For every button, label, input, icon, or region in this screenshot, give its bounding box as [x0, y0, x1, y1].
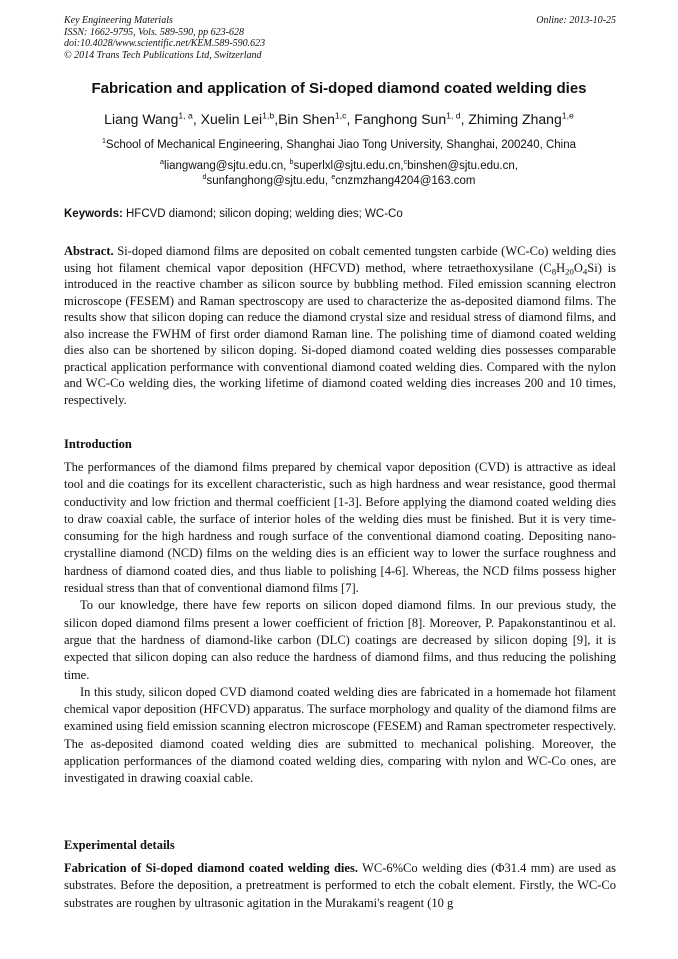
abstract [64, 243, 616, 408]
author: Fanghong Sun$^{1, d}$, [354, 110, 469, 127]
keywords-label: Keywords: [64, 208, 123, 220]
journal-header [64, 15, 616, 61]
paragraph: Fabrication of Si-doped diamond coated welding dies. WC-6%Co welding dies (Φ31.4 mm) are used as substrates. Before the deposition, a pretreatment is performed to etch the cobalt element. Firstly, the WC-Co substrates are roughen by ultrasonic agitation in the Murakami's reagent (10 g [64, 861, 616, 910]
chemical-formula: $C_8H_{20}O_4Si$ [543, 260, 598, 276]
email[interactable]: liangwang@sjtu.edu.cn, [164, 160, 290, 172]
paragraph: To our knowledge, there have few reports on silicon doped diamond films. In our previous study, the silicon doped diamond films present a lower coefficient of friction [8]. Moreover, P. Papakonstantinou et al. argue that the hardness of diamond-like carbon (DLC) coatings are decreased by silicon doping [9], it is expected that silicon doping can also reduce the hardness of diamond films, and thus reducing the polishing time. [64, 598, 616, 682]
doi-line: doi:10.4028/www.scientific.net/KEM.589-590.623 [64, 38, 266, 49]
abstract-label: Abstract. [64, 244, 114, 258]
affiliation: $^1$School of Mechanical Engineering, Shanghai Jiao Tong University, Shanghai, 200240, China [101, 137, 577, 151]
abstract-paragraph: Abstract. Si-doped diamond films are deposited on cobalt cemented tungsten carbide (WC-Co) welding dies using hot filament chemical vapor deposition (HFCVD) method, where tetraethoxysilane $(C_8H_{20}O_4Si)$ is introduced in the reactive chamber as silicon source by bubbling method. Filed emission scanning electron microscope (FESEM) and Raman spectroscopy are used to characterize the as-deposited diamond films. The results show that silicon doping can reduce the diamond crystal size and residual stress of diamond films, and also increase the FWHM of first order diamond Raman line. The polishing time of diamond coated welding dies also can be shortened by silicon doping. Si-doped diamond coated welding dies possesses comparable practical application performance with conventional diamond coated welding dies. Compared with the nylon and WC-Co welding dies, the working lifetime of diamond coated welding dies increases 200 and 10 times, respectively. [64, 244, 616, 407]
author: Xuelin Lei$^{1,b}$, [200, 110, 279, 127]
paper-title: Fabrication and application of Si-doped diamond coated welding dies [91, 80, 587, 97]
paragraph: The performances of the diamond films prepared by chemical vapor deposition (CVD) is attractive as ideal tool and die coatings for its excellent characteristic, such as high hardness and wear resistance, good thermal conductivity and low friction and thermal coefficient [1-3]. Before applying the diamond coated welding dies to draw coaxial cable, the surface of interior holes of the welding dies must be finished. But it is very time-consuming for the high hardness and rough surface of the conventional diamond coating. Depositing nano-crystalline diamond (NCD) films on the welding dies is an efficient way to lower the surface roughness and hardness of diamond coated dies, and thus liable to polishing [4-6]. Whereas, the NCD films possess higher residual stress than that of conventional diamond films [7]. [64, 460, 616, 596]
author: Zhiming Zhang$^{1,e}$ [468, 110, 574, 127]
subsection-lead: Fabrication of Si-doped diamond coated welding dies. [64, 861, 358, 875]
email[interactable]: cnzmzhang4204@163.com [335, 174, 476, 187]
keywords [64, 208, 616, 220]
email[interactable]: sunfanghong@sjtu.edu, [206, 174, 332, 187]
email-row: $^a$liangwang@sjtu.edu.cn, $^b$superlxl@sjtu.edu.cn,$^c$binshen@sjtu.edu.cn, [160, 158, 518, 172]
introduction-body [64, 459, 616, 788]
keywords-text: HFCVD diamond; silicon doping; welding dies; WC-Co [122, 208, 403, 220]
email-list [0, 159, 678, 188]
copyright-line: © 2014 Trans Tech Publications Ltd, Switzerland [64, 49, 262, 61]
email[interactable]: superlxl@sjtu.edu.cn, [293, 160, 404, 172]
author: Bin Shen$^{1,c}$, [278, 110, 355, 127]
section-heading-introduction: Introduction [64, 437, 132, 451]
paragraph: In this study, silicon doped CVD diamond coated welding dies are fabricated in a homemade hot filament chemical vapor deposition (HFCVD) apparatus. The surface morphology and quality of the diamond films are examined using field emission scanning electron microscope (FESEM) and Raman spectrometer respectively. The as-deposited diamond coated welding dies are submitted to mechanical polishing. Moreover, the application performances of the diamond coated welding dies, comparing with nylon and WC-Co ones, are investigated in drawing coaxial cable. [64, 684, 616, 786]
email[interactable]: binshen@sjtu.edu.cn, [407, 160, 518, 172]
online-date: Online: 2013-10-25 [536, 15, 616, 26]
author: Liang Wang$^{1, a}$, [104, 110, 201, 127]
section-heading-experimental: Experimental details [64, 838, 175, 852]
author-list [0, 111, 678, 127]
journal-name: Key Engineering Materials [64, 15, 173, 26]
issn-line: ISSN: 1662-9795, Vols. 589-590, pp 623-628 [64, 26, 244, 38]
experimental-body [64, 860, 616, 912]
email-row: $^d$sunfanghong@sjtu.edu, $^e$cnzmzhang4204@163.com [202, 172, 476, 187]
